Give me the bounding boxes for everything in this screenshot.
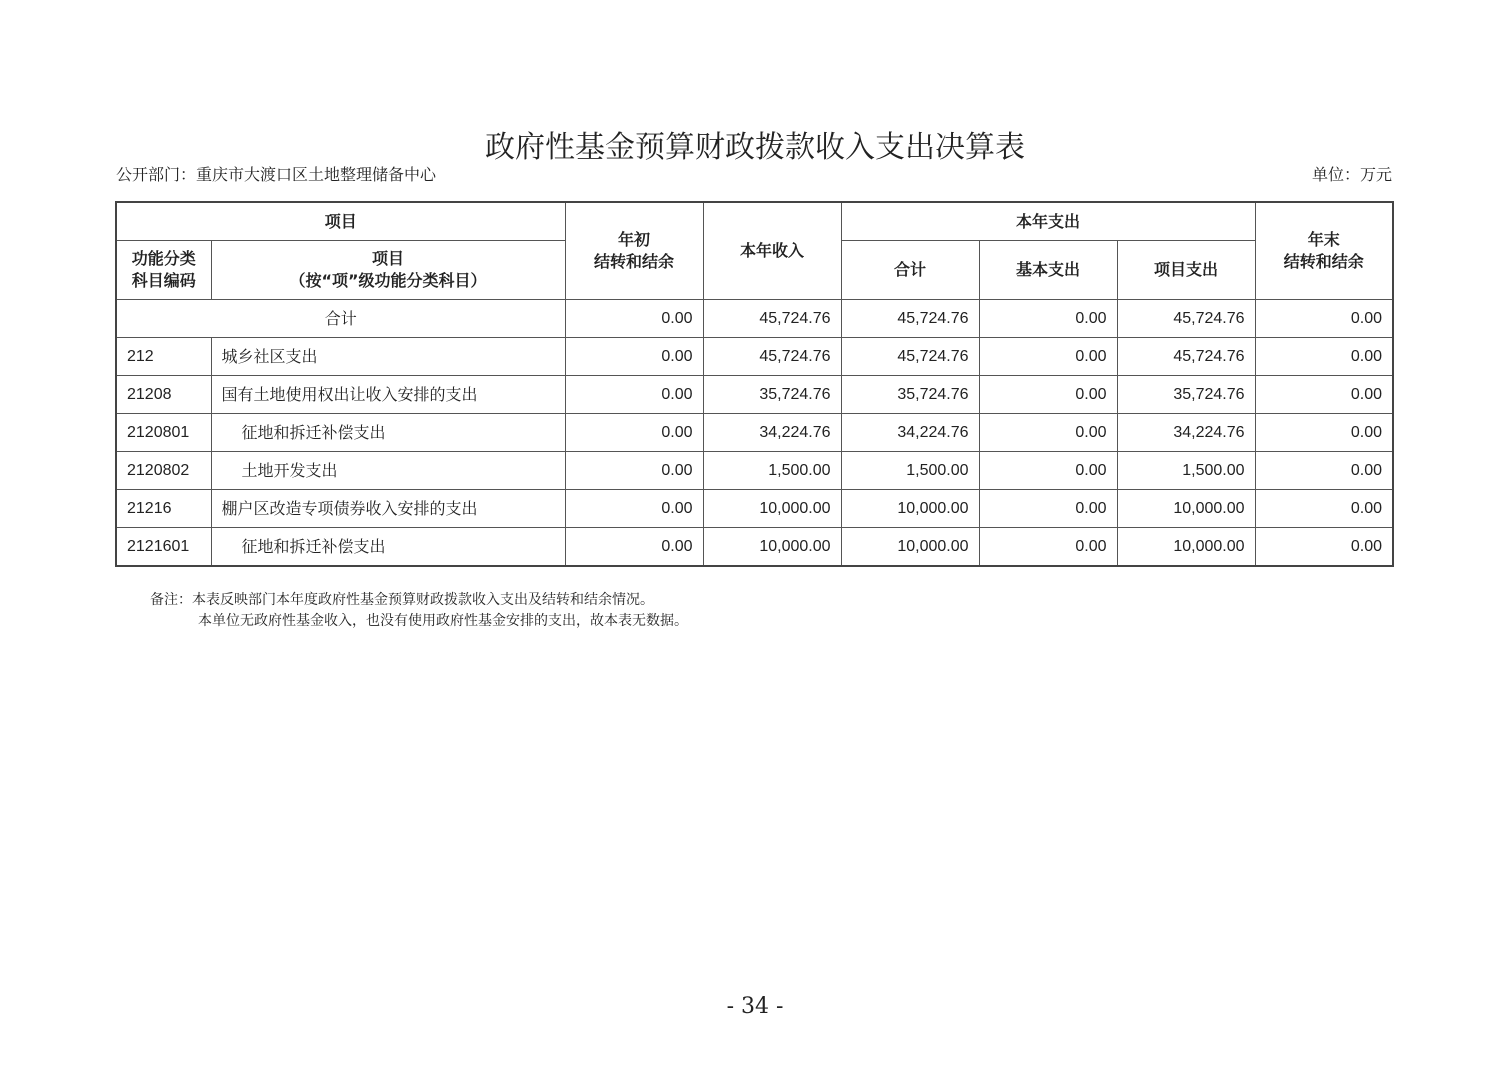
cell-closing: 0.00	[1255, 528, 1393, 567]
cell-opening: 0.00	[565, 414, 703, 452]
cell-code: 21216	[116, 490, 211, 528]
cell-code: 2121601	[116, 528, 211, 567]
header-item-name: 项目 （按“项”级功能分类科目）	[211, 241, 565, 300]
total-label: 合计	[116, 300, 565, 338]
cell-opening: 0.00	[565, 528, 703, 567]
table-row	[116, 452, 1393, 490]
cell-exp-basic: 0.00	[979, 452, 1117, 490]
cell-income: 10,000.00	[703, 490, 841, 528]
header-expense-group: 本年支出	[841, 202, 1255, 241]
header-income: 本年收入	[703, 202, 841, 300]
cell-exp-basic: 0.00	[979, 300, 1117, 338]
cell-income: 10,000.00	[703, 528, 841, 567]
cell-exp-total: 35,724.76	[841, 376, 979, 414]
cell-exp-project: 35,724.76	[1117, 376, 1255, 414]
cell-exp-basic: 0.00	[979, 376, 1117, 414]
department-label: 公开部门：重庆市大渡口区土地整理储备中心	[116, 165, 437, 184]
unit-label: 单位：万元	[1311, 165, 1392, 184]
cell-exp-project: 1,500.00	[1117, 452, 1255, 490]
cell-name: 征地和拆迁补偿支出	[211, 414, 565, 452]
cell-name: 城乡社区支出	[211, 338, 565, 376]
cell-exp-total: 45,724.76	[841, 300, 979, 338]
table-row-total	[116, 300, 1393, 338]
page-title: 政府性基金预算财政拨款收入支出决算表	[485, 130, 1025, 165]
footnote-line-1: 备注：本表反映部门本年度政府性基金预算财政拨款收入支出及结转和结余情况。	[150, 592, 654, 608]
header-code: 功能分类 科目编码	[116, 241, 211, 300]
table-row	[116, 414, 1393, 452]
cell-closing: 0.00	[1255, 490, 1393, 528]
cell-closing: 0.00	[1255, 338, 1393, 376]
cell-opening: 0.00	[565, 376, 703, 414]
cell-income: 1,500.00	[703, 452, 841, 490]
cell-exp-project: 10,000.00	[1117, 490, 1255, 528]
cell-exp-project: 10,000.00	[1117, 528, 1255, 567]
cell-opening: 0.00	[565, 490, 703, 528]
footnote-line-2: 本单位无政府性基金收入，也没有使用政府性基金安排的支出，故本表无数据。	[198, 613, 688, 629]
cell-opening: 0.00	[565, 338, 703, 376]
cell-exp-total: 10,000.00	[841, 528, 979, 567]
cell-name: 棚户区改造专项债券收入安排的支出	[211, 490, 565, 528]
cell-exp-basic: 0.00	[979, 490, 1117, 528]
cell-exp-total: 1,500.00	[841, 452, 979, 490]
cell-name: 土地开发支出	[211, 452, 565, 490]
cell-exp-project: 45,724.76	[1117, 338, 1255, 376]
table-row	[116, 528, 1393, 567]
cell-code: 2120801	[116, 414, 211, 452]
cell-closing: 0.00	[1255, 376, 1393, 414]
cell-exp-total: 45,724.76	[841, 338, 979, 376]
cell-income: 45,724.76	[703, 300, 841, 338]
cell-name: 国有土地使用权出让收入安排的支出	[211, 376, 565, 414]
cell-code: 212	[116, 338, 211, 376]
cell-exp-basic: 0.00	[979, 414, 1117, 452]
cell-opening: 0.00	[565, 452, 703, 490]
cell-exp-project: 45,724.76	[1117, 300, 1255, 338]
cell-exp-total: 10,000.00	[841, 490, 979, 528]
table-row	[116, 376, 1393, 414]
cell-closing: 0.00	[1255, 452, 1393, 490]
cell-code: 2120802	[116, 452, 211, 490]
header-expense-project: 项目支出	[1117, 241, 1255, 300]
header-expense-basic: 基本支出	[979, 241, 1117, 300]
cell-closing: 0.00	[1255, 414, 1393, 452]
cell-exp-basic: 0.00	[979, 528, 1117, 567]
cell-closing: 0.00	[1255, 300, 1393, 338]
page-number: - 34 -	[726, 994, 784, 1019]
header-item-group: 项目	[116, 202, 565, 241]
budget-table	[115, 201, 1394, 567]
cell-exp-basic: 0.00	[979, 338, 1117, 376]
cell-name: 征地和拆迁补偿支出	[211, 528, 565, 567]
cell-code: 21208	[116, 376, 211, 414]
cell-income: 45,724.76	[703, 338, 841, 376]
header-row-1	[116, 202, 1393, 241]
header-expense-total: 合计	[841, 241, 979, 300]
table-row	[116, 338, 1393, 376]
table-row	[116, 490, 1393, 528]
cell-income: 35,724.76	[703, 376, 841, 414]
cell-exp-project: 34,224.76	[1117, 414, 1255, 452]
header-closing-balance: 年末 结转和结余	[1255, 202, 1393, 300]
cell-opening: 0.00	[565, 300, 703, 338]
cell-exp-total: 34,224.76	[841, 414, 979, 452]
cell-income: 34,224.76	[703, 414, 841, 452]
header-opening-balance: 年初 结转和结余	[565, 202, 703, 300]
footnote	[150, 590, 688, 632]
